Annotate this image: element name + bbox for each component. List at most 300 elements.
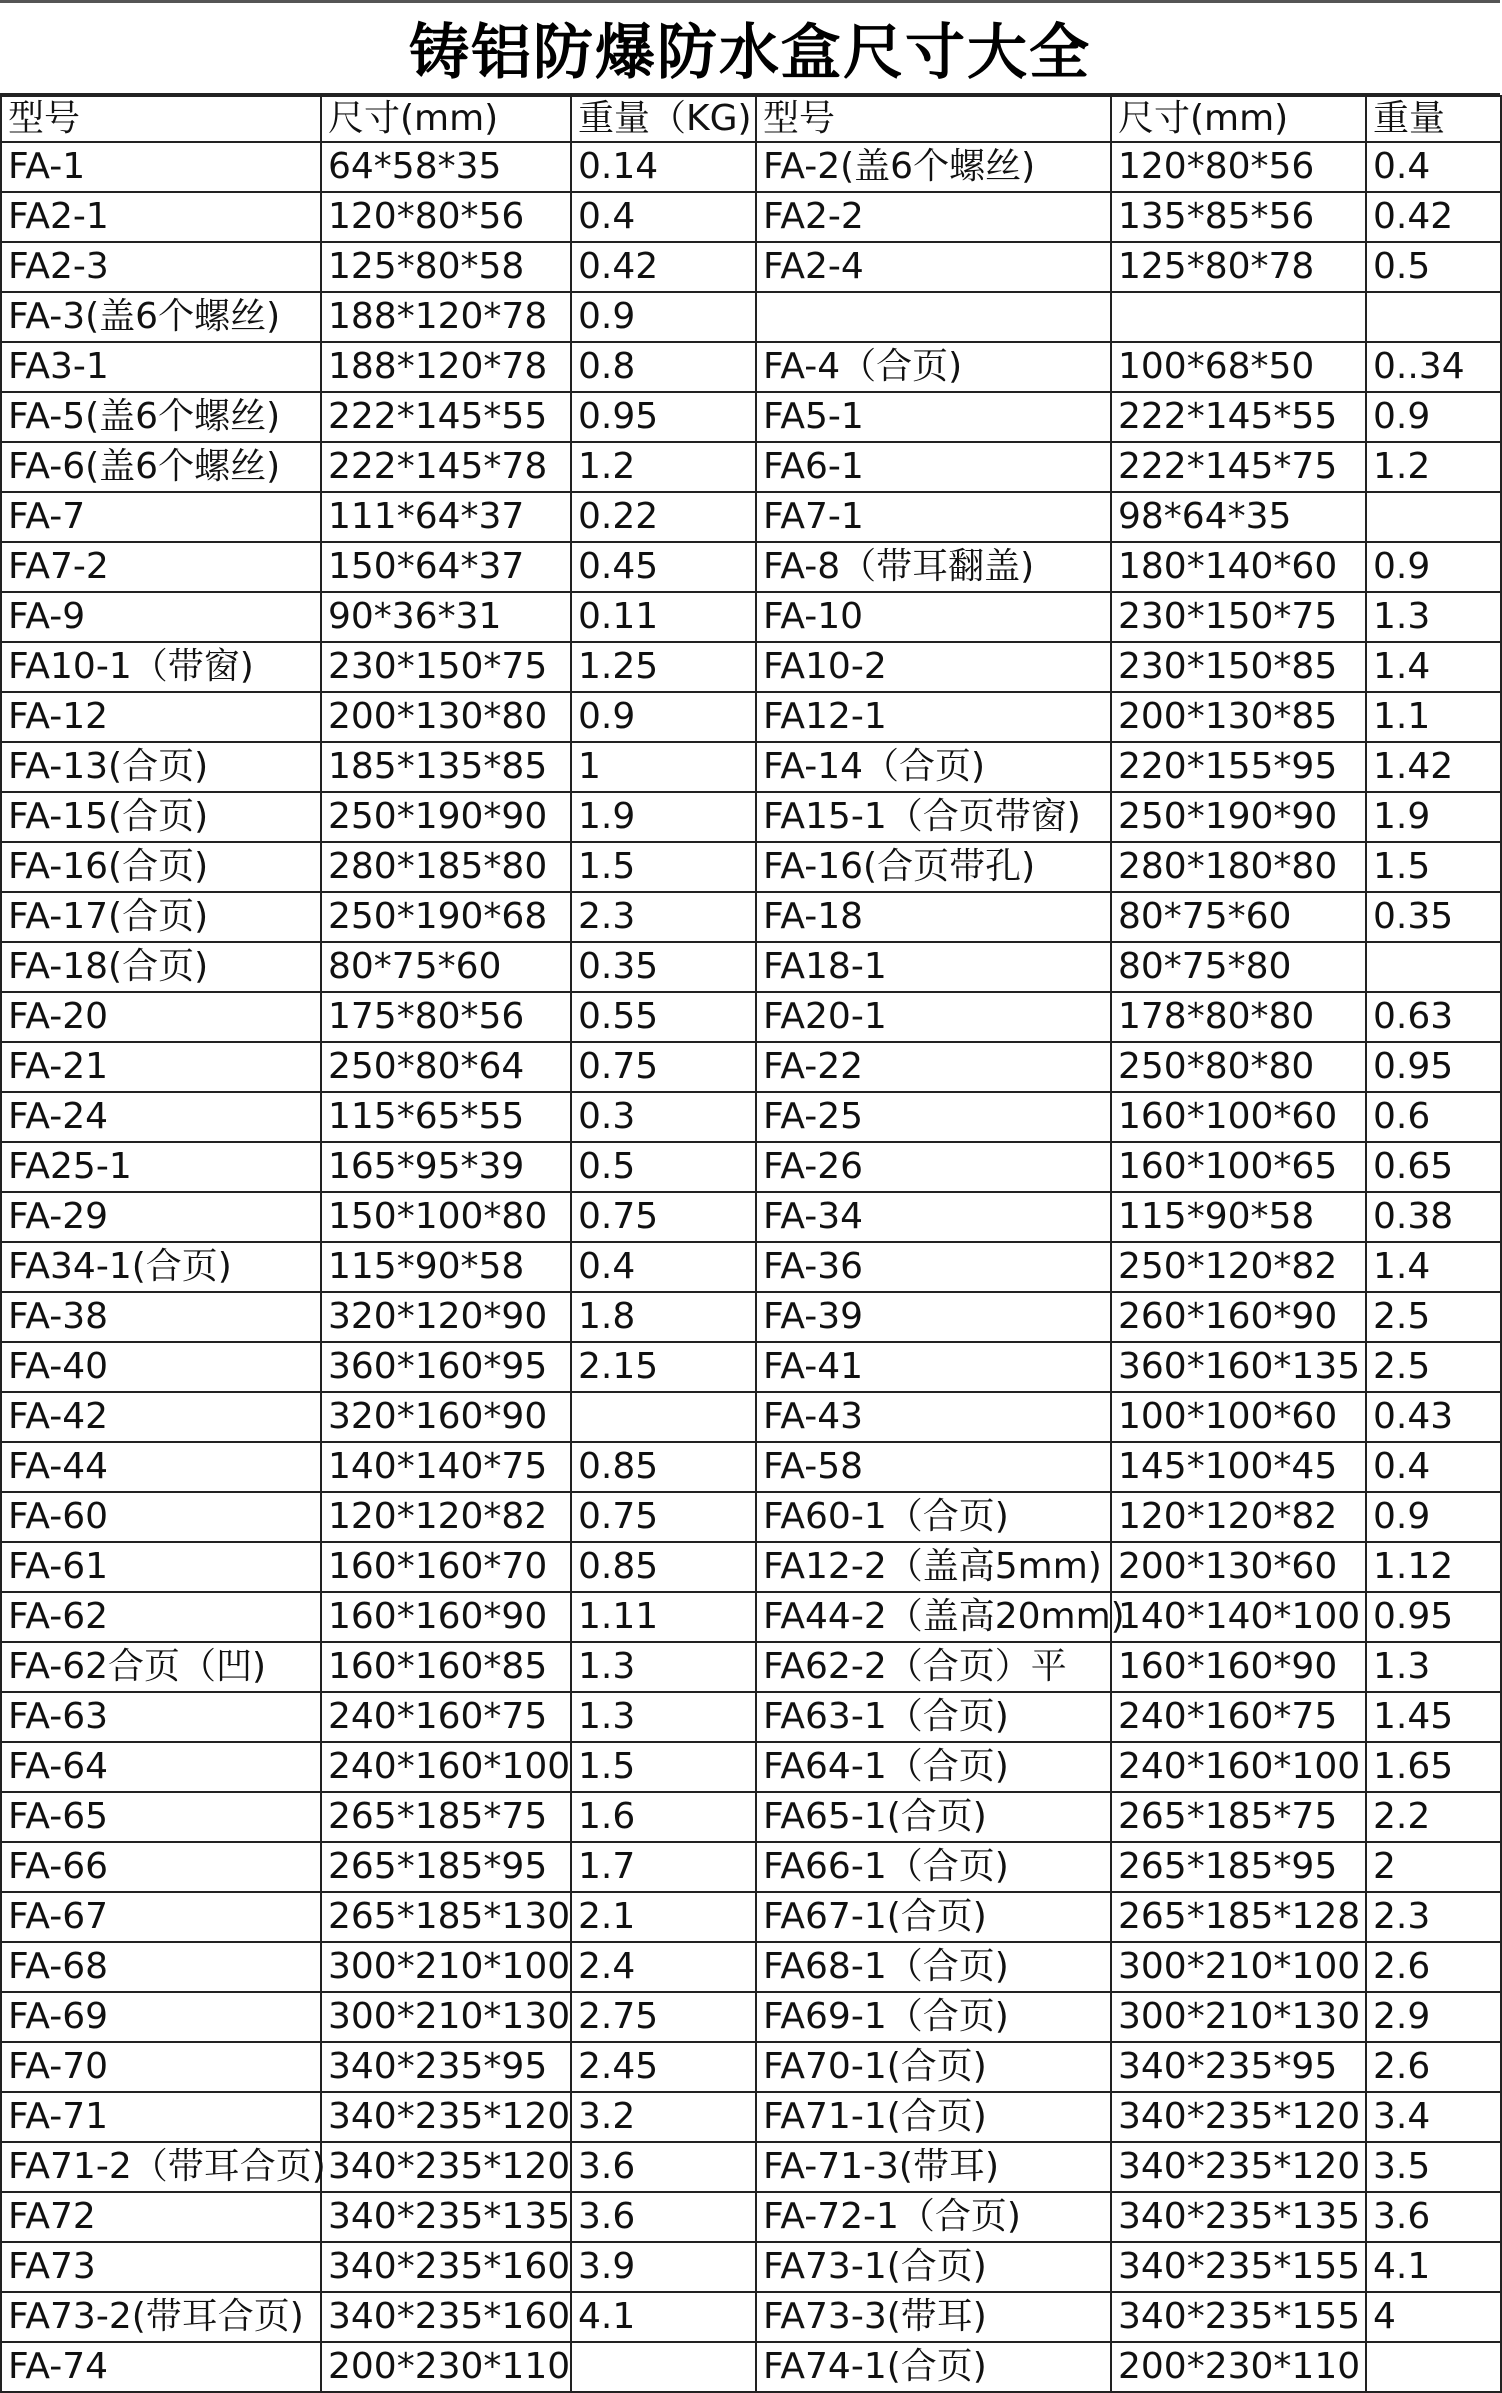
size-cell[interactable]: 250*80*80	[1111, 1042, 1366, 1092]
weight-cell[interactable]: 1.5	[571, 1742, 756, 1792]
weight-cell[interactable]: 1.3	[1366, 1642, 1501, 1692]
size-cell[interactable]: 340*235*155	[1111, 2292, 1366, 2342]
model-cell[interactable]: FA71-2（带耳合页)	[1, 2142, 321, 2192]
weight-cell[interactable]: 4	[1366, 2292, 1501, 2342]
size-cell[interactable]: 98*64*35	[1111, 492, 1366, 542]
weight-cell[interactable]: 2.15	[571, 1342, 756, 1392]
model-cell[interactable]: FA-18(合页)	[1, 942, 321, 992]
size-cell[interactable]: 120*80*56	[1111, 142, 1366, 192]
model-cell[interactable]: FA-41	[756, 1342, 1111, 1392]
table-row	[1, 1192, 1501, 1242]
weight-cell[interactable]: 2.4	[571, 1942, 756, 1992]
size-cell[interactable]: 120*120*82	[1111, 1492, 1366, 1542]
model-cell[interactable]: FA-70	[1, 2042, 321, 2092]
weight-cell[interactable]: 0.95	[1366, 1592, 1501, 1642]
size-cell[interactable]	[1111, 292, 1366, 342]
weight-cell[interactable]: 0.55	[571, 992, 756, 1042]
size-cell[interactable]: 200*230*110	[321, 2342, 571, 2392]
weight-cell[interactable]: 0.4	[1366, 1442, 1501, 1492]
model-cell[interactable]: FA-24	[1, 1092, 321, 1142]
table-row	[1, 1542, 1501, 1592]
model-cell[interactable]: FA-14（合页)	[756, 742, 1111, 792]
size-cell[interactable]: 320*160*90	[321, 1392, 571, 1442]
weight-cell[interactable]: 1.12	[1366, 1542, 1501, 1592]
table-row	[1, 742, 1501, 792]
table-row	[1, 1292, 1501, 1342]
size-cell[interactable]: 200*130*80	[321, 692, 571, 742]
table-row	[1, 2192, 1501, 2242]
size-cell[interactable]: 178*80*80	[1111, 992, 1366, 1042]
weight-cell[interactable]: 1.5	[571, 842, 756, 892]
model-cell[interactable]: FA69-1（合页)	[756, 1992, 1111, 2042]
table-row	[1, 992, 1501, 1042]
model-cell[interactable]: FA62-2（合页）平	[756, 1642, 1111, 1692]
size-cell[interactable]: 140*140*100	[1111, 1592, 1366, 1642]
table-row	[1, 1842, 1501, 1892]
table-row	[1, 1592, 1501, 1642]
column-header: 型号	[1, 96, 321, 142]
weight-cell[interactable]: 1.11	[571, 1592, 756, 1642]
weight-cell[interactable]: 0.63	[1366, 992, 1501, 1042]
weight-cell[interactable]: 1.9	[571, 792, 756, 842]
weight-cell[interactable]: 1.3	[571, 1692, 756, 1742]
table-row	[1, 842, 1501, 892]
model-cell[interactable]: FA-69	[1, 1992, 321, 2042]
weight-cell[interactable]: 0.85	[571, 1442, 756, 1492]
model-cell[interactable]: FA-15(合页)	[1, 792, 321, 842]
size-cell[interactable]: 265*185*75	[321, 1792, 571, 1842]
model-cell[interactable]: FA-3(盖6个螺丝)	[1, 292, 321, 342]
model-cell[interactable]: FA-13(合页)	[1, 742, 321, 792]
model-cell[interactable]: FA15-1（合页带窗)	[756, 792, 1111, 842]
weight-cell[interactable]: 0.8	[571, 342, 756, 392]
size-cell[interactable]: 265*185*95	[1111, 1842, 1366, 1892]
size-cell[interactable]: 240*160*75	[321, 1692, 571, 1742]
size-cell[interactable]: 165*95*39	[321, 1142, 571, 1192]
size-cell[interactable]: 200*130*85	[1111, 692, 1366, 742]
model-cell[interactable]: FA-39	[756, 1292, 1111, 1342]
model-cell[interactable]: FA-64	[1, 1742, 321, 1792]
weight-cell[interactable]: 2.3	[1366, 1892, 1501, 1942]
weight-cell[interactable]: 3.2	[571, 2092, 756, 2142]
weight-cell[interactable]: 0.75	[571, 1492, 756, 1542]
weight-cell[interactable]: 2	[1366, 1842, 1501, 1892]
weight-cell[interactable]: 1.25	[571, 642, 756, 692]
size-cell[interactable]: 250*190*68	[321, 892, 571, 942]
size-cell[interactable]: 265*185*128	[1111, 1892, 1366, 1942]
model-cell[interactable]: FA-62合页（凹)	[1, 1642, 321, 1692]
model-cell[interactable]: FA12-1	[756, 692, 1111, 742]
weight-cell[interactable]: 1.4	[1366, 1242, 1501, 1292]
model-cell[interactable]: FA-29	[1, 1192, 321, 1242]
weight-cell[interactable]: 0.85	[571, 1542, 756, 1592]
weight-cell[interactable]: 3.4	[1366, 2092, 1501, 2142]
size-cell[interactable]: 200*130*60	[1111, 1542, 1366, 1592]
size-cell[interactable]: 222*145*78	[321, 442, 571, 492]
weight-cell[interactable]: 1.42	[1366, 742, 1501, 792]
size-cell[interactable]: 340*235*95	[1111, 2042, 1366, 2092]
size-cell[interactable]: 200*230*110	[1111, 2342, 1366, 2392]
size-cell[interactable]: 160*160*70	[321, 1542, 571, 1592]
size-cell[interactable]: 300*210*100	[321, 1942, 571, 1992]
size-cell[interactable]: 230*150*75	[321, 642, 571, 692]
weight-cell[interactable]: 0.95	[1366, 1042, 1501, 1092]
size-cell[interactable]: 160*100*60	[1111, 1092, 1366, 1142]
weight-cell[interactable]	[1366, 2342, 1501, 2392]
weight-cell[interactable]: 0.38	[1366, 1192, 1501, 1242]
model-cell[interactable]: FA71-1(合页)	[756, 2092, 1111, 2142]
model-cell[interactable]: FA73-1(合页)	[756, 2242, 1111, 2292]
weight-cell[interactable]: 0.22	[571, 492, 756, 542]
weight-cell[interactable]: 2.2	[1366, 1792, 1501, 1842]
model-cell[interactable]: FA-10	[756, 592, 1111, 642]
size-cell[interactable]: 230*150*85	[1111, 642, 1366, 692]
model-cell[interactable]: FA64-1（合页)	[756, 1742, 1111, 1792]
weight-cell[interactable]: 0.9	[1366, 542, 1501, 592]
weight-cell[interactable]: 0.3	[571, 1092, 756, 1142]
table-row	[1, 1042, 1501, 1092]
weight-cell[interactable]: 4.1	[1366, 2242, 1501, 2292]
weight-cell[interactable]	[1366, 492, 1501, 542]
weight-cell[interactable]: 2.5	[1366, 1292, 1501, 1342]
weight-cell[interactable]: 0.43	[1366, 1392, 1501, 1442]
weight-cell[interactable]: 3.6	[571, 2192, 756, 2242]
weight-cell[interactable]: 2.3	[571, 892, 756, 942]
model-cell[interactable]: FA60-1（合页)	[756, 1492, 1111, 1542]
size-cell[interactable]: 150*64*37	[321, 542, 571, 592]
table-row	[1, 942, 1501, 992]
size-cell[interactable]: 260*160*90	[1111, 1292, 1366, 1342]
size-cell[interactable]: 300*210*130	[1111, 1992, 1366, 2042]
table-row	[1, 2242, 1501, 2292]
table-row	[1, 1992, 1501, 2042]
model-cell[interactable]: FA25-1	[1, 1142, 321, 1192]
model-cell[interactable]: FA-36	[756, 1242, 1111, 1292]
model-cell[interactable]: FA-66	[1, 1842, 321, 1892]
weight-cell[interactable]	[1366, 942, 1501, 992]
size-cell[interactable]: 230*150*75	[1111, 592, 1366, 642]
model-cell[interactable]: FA-17(合页)	[1, 892, 321, 942]
model-cell[interactable]: FA5-1	[756, 392, 1111, 442]
weight-cell[interactable]: 2.45	[571, 2042, 756, 2092]
size-cell[interactable]: 120*80*56	[321, 192, 571, 242]
model-cell[interactable]: FA-61	[1, 1542, 321, 1592]
size-cell[interactable]: 222*145*75	[1111, 442, 1366, 492]
size-cell[interactable]: 180*140*60	[1111, 542, 1366, 592]
model-cell[interactable]: FA-18	[756, 892, 1111, 942]
model-cell[interactable]: FA68-1（合页)	[756, 1942, 1111, 1992]
weight-cell[interactable]: 3.5	[1366, 2142, 1501, 2192]
weight-cell[interactable]	[571, 2342, 756, 2392]
size-cell[interactable]: 360*160*135	[1111, 1342, 1366, 1392]
weight-cell[interactable]: 0.95	[571, 392, 756, 442]
column-header: 重量	[1366, 96, 1501, 142]
size-cell[interactable]: 120*120*82	[321, 1492, 571, 1542]
weight-cell[interactable]: 0.65	[1366, 1142, 1501, 1192]
weight-cell[interactable]: 2.75	[571, 1992, 756, 2042]
size-cell[interactable]: 222*145*55	[1111, 392, 1366, 442]
weight-cell[interactable]: 1.2	[571, 442, 756, 492]
model-cell[interactable]: FA-5(盖6个螺丝)	[1, 392, 321, 442]
size-cell[interactable]: 280*180*80	[1111, 842, 1366, 892]
size-cell[interactable]: 115*65*55	[321, 1092, 571, 1142]
model-cell[interactable]: FA2-4	[756, 242, 1111, 292]
size-cell[interactable]: 280*185*80	[321, 842, 571, 892]
size-cell[interactable]: 340*235*135	[321, 2192, 571, 2242]
model-cell[interactable]: FA3-1	[1, 342, 321, 392]
weight-cell[interactable]: 1.2	[1366, 442, 1501, 492]
size-cell[interactable]: 80*75*80	[1111, 942, 1366, 992]
weight-cell[interactable]: 3.6	[1366, 2192, 1501, 2242]
model-cell[interactable]: FA-12	[1, 692, 321, 742]
table-row	[1, 142, 1501, 192]
size-cell[interactable]: 340*235*120	[321, 2142, 571, 2192]
weight-cell[interactable]: 0.9	[1366, 392, 1501, 442]
table-row	[1, 492, 1501, 542]
model-cell[interactable]: FA72	[1, 2192, 321, 2242]
model-cell[interactable]: FA-71	[1, 2092, 321, 2142]
model-cell[interactable]: FA-72-1（合页)	[756, 2192, 1111, 2242]
size-cell[interactable]: 160*160*90	[321, 1592, 571, 1642]
weight-cell[interactable]: 3.6	[571, 2142, 756, 2192]
model-cell[interactable]: FA2-1	[1, 192, 321, 242]
size-cell[interactable]: 175*80*56	[321, 992, 571, 1042]
model-cell[interactable]: FA63-1（合页)	[756, 1692, 1111, 1742]
model-cell[interactable]: FA-62	[1, 1592, 321, 1642]
size-cell[interactable]: 340*235*160	[321, 2292, 571, 2342]
model-cell[interactable]: FA73-3(带耳)	[756, 2292, 1111, 2342]
model-cell[interactable]: FA-44	[1, 1442, 321, 1492]
model-cell[interactable]: FA67-1(合页)	[756, 1892, 1111, 1942]
size-cell[interactable]: 145*100*45	[1111, 1442, 1366, 1492]
table-row	[1, 192, 1501, 242]
model-cell[interactable]: FA-74	[1, 2342, 321, 2392]
size-cell[interactable]: 160*100*65	[1111, 1142, 1366, 1192]
model-cell[interactable]: FA34-1(合页)	[1, 1242, 321, 1292]
model-cell[interactable]: FA-71-3(带耳)	[756, 2142, 1111, 2192]
size-cell[interactable]: 160*160*90	[1111, 1642, 1366, 1692]
model-cell[interactable]: FA18-1	[756, 942, 1111, 992]
size-cell[interactable]: 340*235*155	[1111, 2242, 1366, 2292]
weight-cell[interactable]: 0.9	[1366, 1492, 1501, 1542]
model-cell[interactable]: FA66-1（合页)	[756, 1842, 1111, 1892]
size-cell[interactable]: 111*64*37	[321, 492, 571, 542]
weight-cell[interactable]: 0.4	[1366, 142, 1501, 192]
size-cell[interactable]: 340*235*120	[321, 2092, 571, 2142]
weight-cell[interactable]: 2.6	[1366, 1942, 1501, 1992]
size-cell[interactable]: 240*160*75	[1111, 1692, 1366, 1742]
weight-cell[interactable]: 0.75	[571, 1192, 756, 1242]
model-cell[interactable]: FA-21	[1, 1042, 321, 1092]
weight-cell[interactable]: 0.5	[1366, 242, 1501, 292]
model-cell[interactable]: FA7-1	[756, 492, 1111, 542]
model-cell[interactable]: FA73-2(带耳合页)	[1, 2292, 321, 2342]
weight-cell[interactable]: 1.1	[1366, 692, 1501, 742]
size-cell[interactable]: 360*160*95	[321, 1342, 571, 1392]
weight-cell[interactable]: 0.35	[1366, 892, 1501, 942]
size-cell[interactable]: 340*235*120	[1111, 2092, 1366, 2142]
size-cell[interactable]: 250*80*64	[321, 1042, 571, 1092]
weight-cell[interactable]: 0.9	[571, 292, 756, 342]
size-cell[interactable]: 300*210*100	[1111, 1942, 1366, 1992]
weight-cell[interactable]: 0.9	[571, 692, 756, 742]
table-row	[1, 1942, 1501, 1992]
model-cell[interactable]: FA70-1(合页)	[756, 2042, 1111, 2092]
table-row	[1, 1342, 1501, 1392]
model-cell[interactable]: FA-40	[1, 1342, 321, 1392]
model-cell[interactable]: FA-6(盖6个螺丝)	[1, 442, 321, 492]
size-cell[interactable]: 340*235*95	[321, 2042, 571, 2092]
size-cell[interactable]: 265*185*130	[321, 1892, 571, 1942]
model-cell[interactable]: FA-58	[756, 1442, 1111, 1492]
weight-cell[interactable]: 0.6	[1366, 1092, 1501, 1142]
model-cell[interactable]: FA-16(合页带孔)	[756, 842, 1111, 892]
size-cell[interactable]: 100*100*60	[1111, 1392, 1366, 1442]
weight-cell[interactable]	[571, 1392, 756, 1442]
model-cell[interactable]: FA-9	[1, 592, 321, 642]
size-cell[interactable]: 115*90*58	[1111, 1192, 1366, 1242]
size-cell[interactable]: 160*160*85	[321, 1642, 571, 1692]
weight-cell[interactable]: 0..34	[1366, 342, 1501, 392]
weight-cell[interactable]: 1.5	[1366, 842, 1501, 892]
size-cell[interactable]: 80*75*60	[1111, 892, 1366, 942]
model-cell[interactable]: FA-22	[756, 1042, 1111, 1092]
model-cell[interactable]: FA-34	[756, 1192, 1111, 1242]
weight-cell[interactable]: 1.4	[1366, 642, 1501, 692]
model-cell[interactable]: FA-60	[1, 1492, 321, 1542]
table-row	[1, 1492, 1501, 1542]
model-cell[interactable]: FA74-1(合页)	[756, 2342, 1111, 2392]
size-cell[interactable]: 100*68*50	[1111, 342, 1366, 392]
size-cell[interactable]: 250*190*90	[1111, 792, 1366, 842]
weight-cell[interactable]	[1366, 292, 1501, 342]
model-cell[interactable]: FA65-1(合页)	[756, 1792, 1111, 1842]
size-cell[interactable]: 188*120*78	[321, 342, 571, 392]
size-cell[interactable]: 265*185*75	[1111, 1792, 1366, 1842]
model-cell[interactable]: FA-7	[1, 492, 321, 542]
table-row	[1, 342, 1501, 392]
table-row	[1, 1092, 1501, 1142]
model-cell[interactable]: FA-1	[1, 142, 321, 192]
weight-cell[interactable]: 3.9	[571, 2242, 756, 2292]
model-cell[interactable]: FA12-2（盖高5mm)	[756, 1542, 1111, 1592]
weight-cell[interactable]: 1.9	[1366, 792, 1501, 842]
model-cell[interactable]: FA-16(合页)	[1, 842, 321, 892]
model-cell[interactable]: FA-4（合页)	[756, 342, 1111, 392]
model-cell[interactable]: FA44-2（盖高20mm)	[756, 1592, 1111, 1642]
model-cell[interactable]: FA7-2	[1, 542, 321, 592]
model-cell[interactable]: FA10-1（带窗)	[1, 642, 321, 692]
weight-cell[interactable]: 0.35	[571, 942, 756, 992]
weight-cell[interactable]: 2.6	[1366, 2042, 1501, 2092]
model-cell[interactable]: FA-67	[1, 1892, 321, 1942]
table-row	[1, 642, 1501, 692]
weight-cell[interactable]: 1.8	[571, 1292, 756, 1342]
model-cell[interactable]: FA-68	[1, 1942, 321, 1992]
size-cell[interactable]: 240*160*100	[321, 1742, 571, 1792]
model-cell[interactable]: FA20-1	[756, 992, 1111, 1042]
size-cell[interactable]: 150*100*80	[321, 1192, 571, 1242]
column-header: 尺寸(mm)	[321, 96, 571, 142]
size-cell[interactable]: 240*160*100	[1111, 1742, 1366, 1792]
weight-cell[interactable]: 2.9	[1366, 1992, 1501, 2042]
weight-cell[interactable]: 0.4	[571, 1242, 756, 1292]
size-cell[interactable]: 125*80*58	[321, 242, 571, 292]
size-cell[interactable]: 250*120*82	[1111, 1242, 1366, 1292]
weight-cell[interactable]: 0.42	[1366, 192, 1501, 242]
weight-cell[interactable]: 2.1	[571, 1892, 756, 1942]
model-cell[interactable]: FA-25	[756, 1092, 1111, 1142]
size-cell[interactable]: 300*210*130	[321, 1992, 571, 2042]
model-cell[interactable]: FA2-2	[756, 192, 1111, 242]
size-cell[interactable]: 125*80*78	[1111, 242, 1366, 292]
weight-cell[interactable]: 1.65	[1366, 1742, 1501, 1792]
weight-cell[interactable]: 0.45	[571, 542, 756, 592]
model-cell[interactable]: FA-20	[1, 992, 321, 1042]
model-cell[interactable]: FA2-3	[1, 242, 321, 292]
size-cell[interactable]: 340*235*160	[321, 2242, 571, 2292]
weight-cell[interactable]: 0.42	[571, 242, 756, 292]
size-cell[interactable]: 222*145*55	[321, 392, 571, 442]
size-cell[interactable]: 80*75*60	[321, 942, 571, 992]
size-cell[interactable]: 140*140*75	[321, 1442, 571, 1492]
model-cell[interactable]: FA10-2	[756, 642, 1111, 692]
size-cell[interactable]: 135*85*56	[1111, 192, 1366, 242]
size-cell[interactable]: 188*120*78	[321, 292, 571, 342]
model-cell[interactable]: FA73	[1, 2242, 321, 2292]
model-cell[interactable]: FA-65	[1, 1792, 321, 1842]
size-cell[interactable]: 250*190*90	[321, 792, 571, 842]
size-cell[interactable]: 340*235*135	[1111, 2192, 1366, 2242]
size-cell[interactable]: 265*185*95	[321, 1842, 571, 1892]
model-cell[interactable]: FA6-1	[756, 442, 1111, 492]
size-cell[interactable]: 320*120*90	[321, 1292, 571, 1342]
weight-cell[interactable]: 0.75	[571, 1042, 756, 1092]
size-cell[interactable]: 340*235*120	[1111, 2142, 1366, 2192]
weight-cell[interactable]: 1.45	[1366, 1692, 1501, 1742]
weight-cell[interactable]: 4.1	[571, 2292, 756, 2342]
model-cell[interactable]	[756, 292, 1111, 342]
size-cell[interactable]: 115*90*58	[321, 1242, 571, 1292]
size-cell[interactable]: 220*155*95	[1111, 742, 1366, 792]
table-row	[1, 1692, 1501, 1742]
weight-cell[interactable]: 0.11	[571, 592, 756, 642]
size-cell[interactable]: 185*135*85	[321, 742, 571, 792]
size-cell[interactable]: 64*58*35	[321, 142, 571, 192]
model-cell[interactable]: FA-43	[756, 1392, 1111, 1442]
weight-cell[interactable]: 1.3	[1366, 592, 1501, 642]
weight-cell[interactable]: 2.5	[1366, 1342, 1501, 1392]
weight-cell[interactable]: 0.14	[571, 142, 756, 192]
model-cell[interactable]: FA-63	[1, 1692, 321, 1742]
table-row	[1, 1142, 1501, 1192]
weight-cell[interactable]: 1.3	[571, 1642, 756, 1692]
model-cell[interactable]: FA-26	[756, 1142, 1111, 1192]
size-cell[interactable]: 90*36*31	[321, 592, 571, 642]
weight-cell[interactable]: 1	[571, 742, 756, 792]
model-cell[interactable]: FA-38	[1, 1292, 321, 1342]
model-cell[interactable]: FA-42	[1, 1392, 321, 1442]
table-row	[1, 892, 1501, 942]
weight-cell[interactable]: 1.7	[571, 1842, 756, 1892]
weight-cell[interactable]: 0.5	[571, 1142, 756, 1192]
table-row	[1, 242, 1501, 292]
model-cell[interactable]: FA-2(盖6个螺丝)	[756, 142, 1111, 192]
table-row	[1, 2092, 1501, 2142]
weight-cell[interactable]: 1.6	[571, 1792, 756, 1842]
model-cell[interactable]: FA-8（带耳翻盖)	[756, 542, 1111, 592]
weight-cell[interactable]: 0.4	[571, 192, 756, 242]
